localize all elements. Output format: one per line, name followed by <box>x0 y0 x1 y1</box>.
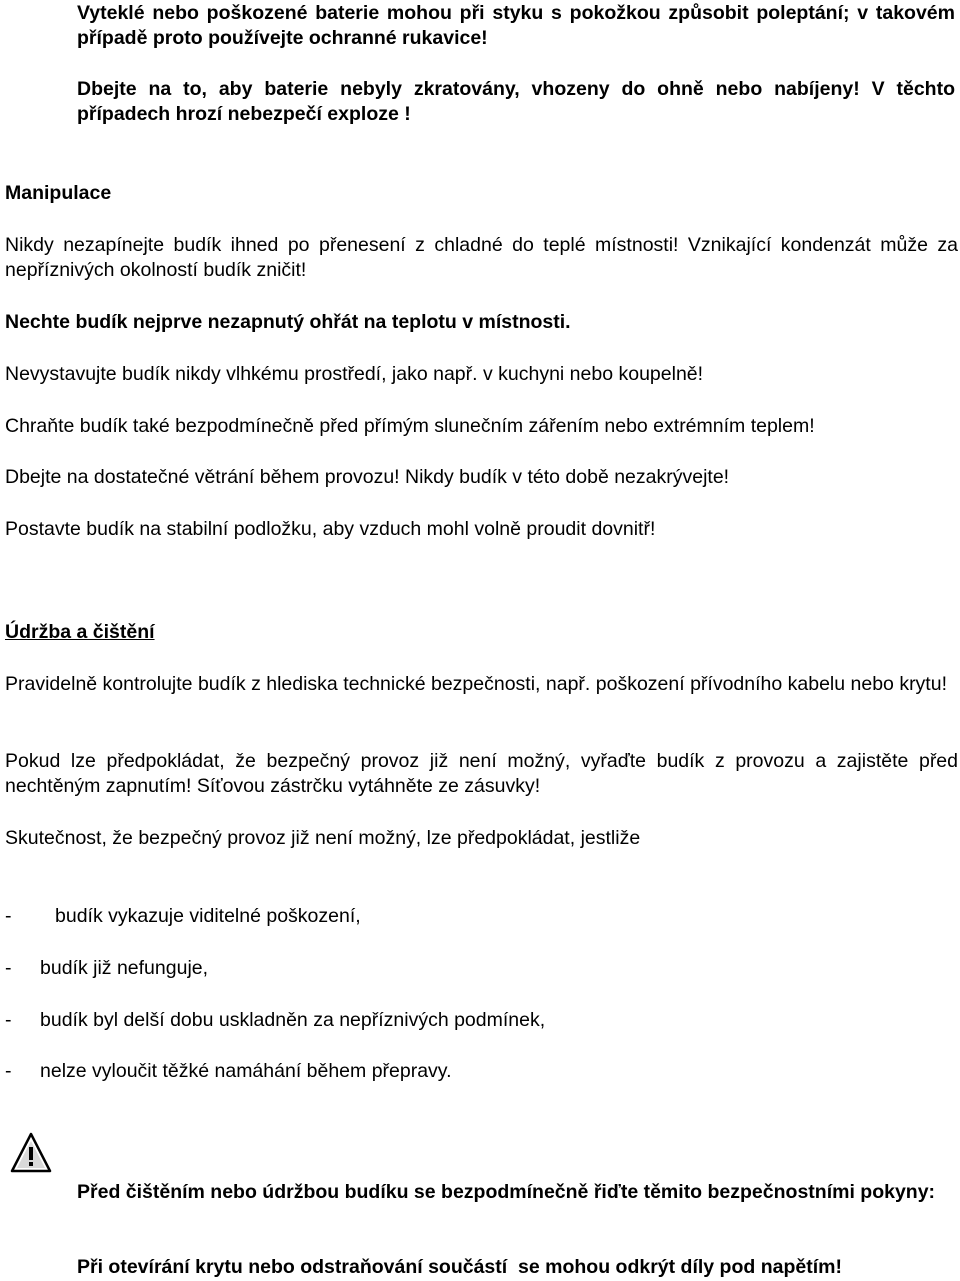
section-heading-manipulace: Manipulace <box>5 182 112 204</box>
list-item: nelze vyloučit těžké namáhání během přepravy. <box>40 1060 452 1082</box>
list-bullet: - <box>5 957 12 979</box>
battery-warning-text: Vyteklé nebo poškozené baterie mohou při styku s pokožkou způsobit poleptání; v takovém případě proto používejte ochranné rukavice! <box>77 2 955 49</box>
list-bullet: - <box>5 1009 12 1031</box>
manipulace-paragraph-4: Chraňte budík také bezpodmínečně před přímým slunečním zářením nebo extrémním teplem! <box>5 415 815 437</box>
udrzba-paragraph-3: Skutečnost, že bezpečný provoz již není možný, lze předpokládat, jestliže <box>5 827 641 849</box>
warning-paragraph-1: Před čištěním nebo údržbou budíku se bezpodmínečně řiďte těmito bezpečnostními pokyny: <box>77 1181 936 1203</box>
list-item: budík vykazuje viditelné poškození, <box>55 905 361 927</box>
manipulace-paragraph-6: Postavte budík na stabilní podložku, aby vzduch mohl volně proudit dovnitř! <box>5 518 656 540</box>
section-heading-udrzba: Údržba a čištění <box>5 621 155 643</box>
manipulace-paragraph-3: Nevystavujte budík nikdy vlhkému prostředí, jako např. v kuchyni nebo koupelně! <box>5 363 704 385</box>
list-bullet: - <box>5 1060 12 1082</box>
list-bullet: - <box>5 905 12 927</box>
udrzba-paragraph-2: Pokud lze předpokládat, že bezpečný provoz již není možný, vyřaďte budík z provozu a zajistěte před nechtěným zapnutím! Síťovou zástrčku vytáhněte ze zásuvky! <box>5 750 958 797</box>
manipulace-paragraph-1: Nikdy nezapínejte budík ihned po přenesení z chladné do teplé místnosti! Vznikající kondenzát může za nepříznivých okolností budík zničit! <box>5 234 958 281</box>
warning-triangle-icon <box>10 1132 52 1174</box>
list-item: budík již nefunguje, <box>40 957 209 979</box>
manipulace-paragraph-2: Nechte budík nejprve nezapnutý ohřát na teplotu v místnosti. <box>5 311 571 333</box>
warning-paragraph-2: Při otevírání krytu nebo odstraňování součástí se mohou odkrýt díly pod napětím! <box>77 1256 842 1278</box>
list-item: budík byl delší dobu uskladněn za nepříznivých podmínek, <box>40 1009 546 1031</box>
udrzba-paragraph-1: Pravidelně kontrolujte budík z hlediska technické bezpečnosti, např. poškození přívodního kabelu nebo krytu! <box>5 673 947 695</box>
battery-short-circuit-text: Dbejte na to, aby baterie nebyly zkratovány, vhozeny do ohně nebo nabíjeny! V těchto případech hrozí nebezpečí exploze ! <box>77 78 955 125</box>
manipulace-paragraph-5: Dbejte na dostatečné větrání během provozu! Nikdy budík v této době nezakrývejte! <box>5 466 730 488</box>
